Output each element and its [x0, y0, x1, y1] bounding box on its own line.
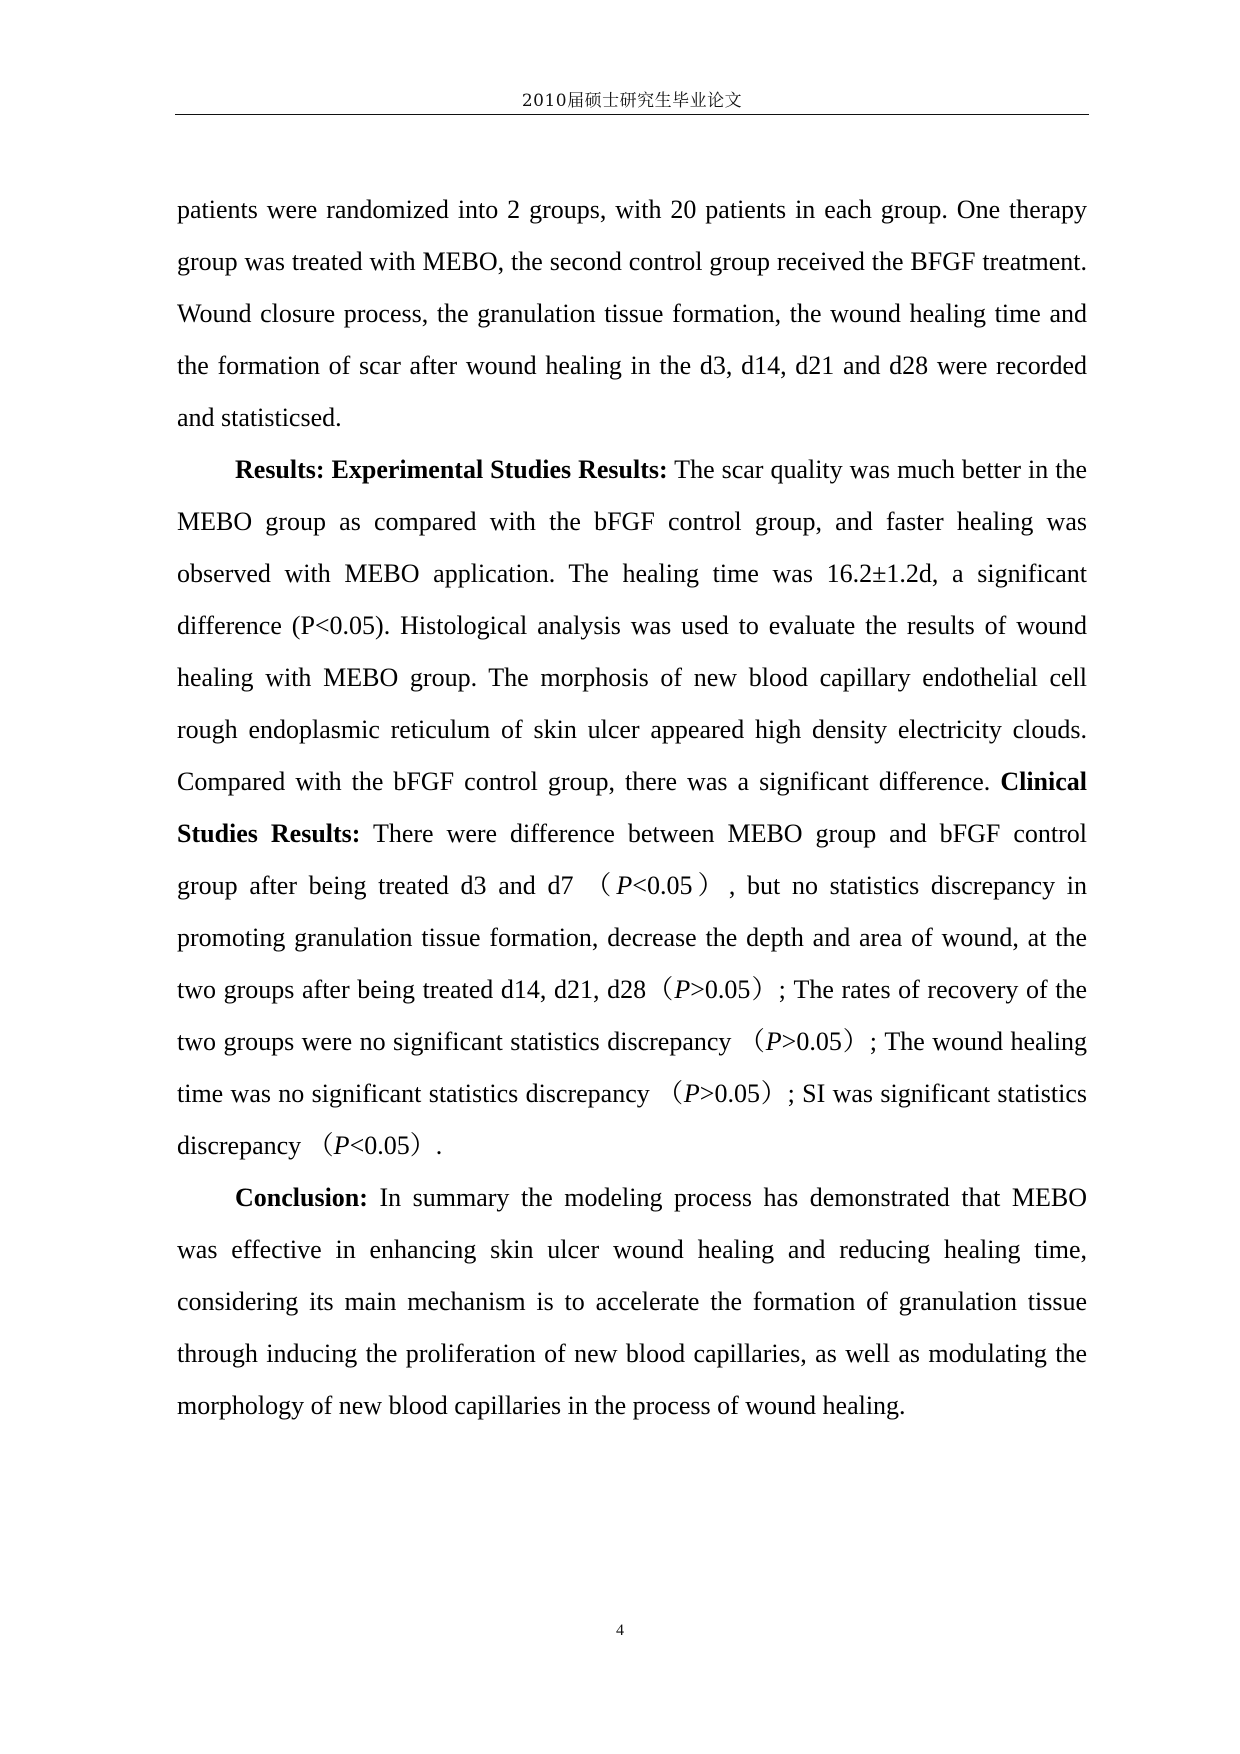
p-value-symbol: P — [765, 1027, 782, 1056]
results-clinical-text-1: There were difference between MEBO group and bFGF control group after being treated d3 and d7 （ — [177, 819, 1087, 900]
p-value-symbol: P — [674, 975, 691, 1004]
p-value-symbol: P — [616, 871, 633, 900]
paragraph-results — [177, 444, 1087, 1172]
clinical-results-label: Clinical Studies Results: — [177, 767, 1087, 848]
abstract-body — [177, 184, 1087, 1432]
paragraph-methods-continued: patients were randomized into 2 groups, with 20 patients in each group. One therapy group was treated with MEBO, the second control group received the BFGF treatment. Wound closure process, the granulation tissue formation, the wound healing time and the formation of scar after wound healing in the d3, d14, d21 and d28 were recorded and statisticsed. — [177, 195, 1087, 432]
page-number: 4 — [616, 1622, 624, 1639]
results-clinical-text-5: >0.05）; SI was significant statistics discrepancy （ — [177, 1079, 1087, 1160]
results-clinical-text-3: >0.05）; The rates of recovery of the two groups were no significant statistics discrepancy （ — [177, 975, 1088, 1056]
running-head: 2010届硕士研究生毕业论文 — [521, 91, 743, 111]
results-label: Results: Experimental Studies Results: — [235, 455, 668, 484]
results-clinical-text-2: <0.05）, but no statistics discrepancy in promoting granulation tissue formation, decrease the depth and area of wound, at the two groups after being treated d14, d21, d28（ — [177, 871, 1088, 1004]
results-experimental-text: The scar quality was much better in the MEBO group as compared with the bFGF control group, and faster healing was observed with MEBO application. The healing time was 16.2±1.2d, a significant difference (P<0.05). Histological analysis was used to evaluate the results of wound healing with MEBO group. The morphosis of new blood capillary endothelial cell rough endoplasmic reticulum of skin ulcer appeared high density electricity clouds. Compared with the bFGF control group, there was a significant difference. — [177, 455, 1088, 796]
p-value-symbol: P — [683, 1079, 700, 1108]
results-clinical-text-6: <0.05）. — [349, 1131, 443, 1160]
p-value-symbol: P — [333, 1131, 350, 1160]
paragraph-conclusion — [177, 1172, 1087, 1432]
header-rule — [175, 114, 1089, 115]
conclusion-text: In summary the modeling process has demonstrated that MEBO was effective in enhancing skin ulcer wound healing and reducing healing time, considering its main mechanism is to accelerate the formation of granulation tissue through inducing the proliferation of new blood capillaries, as well as modulating the morphology of new blood capillaries in the process of wound healing. — [177, 1183, 1087, 1420]
results-clinical-text-4: >0.05）; The wound healing time was no significant statistics discrepancy （ — [177, 1027, 1087, 1108]
conclusion-label: Conclusion: — [235, 1183, 368, 1212]
